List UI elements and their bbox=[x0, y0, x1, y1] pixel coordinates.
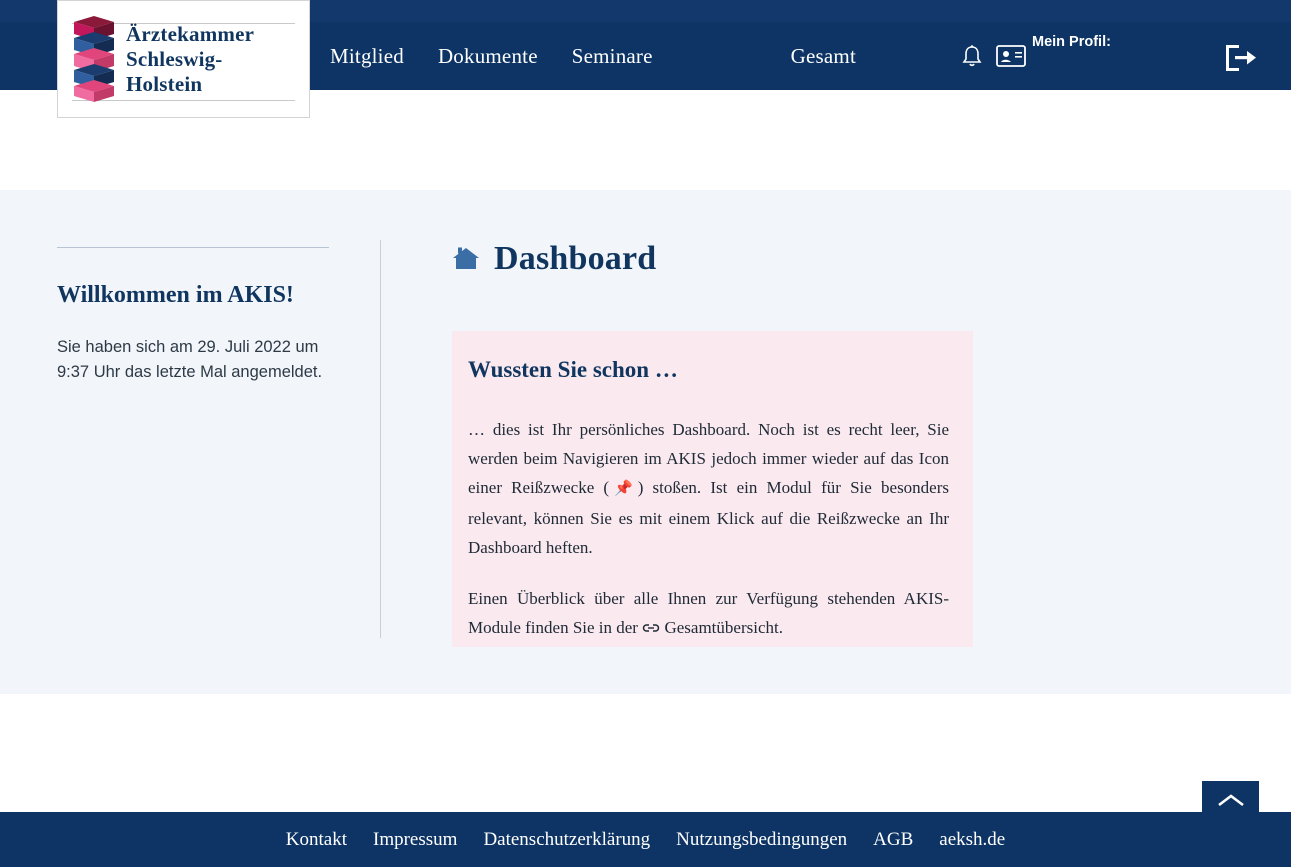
footer-impressum[interactable]: Impressum bbox=[373, 828, 458, 850]
logo-line-2: Schleswig-Holstein bbox=[126, 46, 223, 96]
id-card-icon[interactable] bbox=[996, 44, 1026, 68]
info-card bbox=[452, 331, 973, 647]
last-login-text: Sie haben sich am 29. Juli 2022 um 9:37 Uhr das letzte Mal angemeldet. bbox=[57, 338, 323, 381]
profile-label: Mein Profil: bbox=[1032, 34, 1111, 50]
link-icon bbox=[642, 615, 660, 629]
gesamtuebersicht-link[interactable]: Gesamtübersicht bbox=[664, 618, 779, 637]
card-paragraph-2-part-b: . bbox=[778, 618, 783, 637]
home-icon bbox=[452, 246, 480, 272]
logout-icon[interactable] bbox=[1222, 41, 1258, 75]
card-paragraph-2-part-a: Einen Überblick über alle Ihnen zur Verfügung stehenden AKIS-Module finden Sie in der bbox=[468, 589, 949, 637]
stacked-chevrons-logo-icon bbox=[72, 16, 116, 102]
footer-agb[interactable]: AGB bbox=[873, 828, 914, 850]
nav-dokumente[interactable]: Dokumente bbox=[437, 43, 538, 68]
sidebar-divider bbox=[57, 247, 329, 248]
card-paragraph-2 bbox=[468, 584, 949, 642]
card-paragraph-1-part-b: ) stoßen. Ist ein Modul für Sie besonders relevant, können Sie es mit einem Klick auf die Reißzwecke an Ihr Dashboard heften. bbox=[468, 478, 950, 557]
card-paragraph-1-part-a: … dies ist Ihr persönliches Dashboard. Noch ist es recht leer, Sie werden beim Navigieren im AKIS jedoch immer wieder auf das Icon einer Reißzwecke ( bbox=[468, 420, 949, 497]
nav-gesamt[interactable]: Gesamt bbox=[790, 43, 856, 68]
footer bbox=[0, 812, 1291, 867]
footer-aeksh[interactable]: aeksh.de bbox=[939, 828, 1006, 850]
nav-seminare[interactable]: Seminare bbox=[571, 43, 653, 68]
footer-datenschutz[interactable]: Datenschutzerklärung bbox=[483, 828, 651, 850]
page-title-text: Dashboard bbox=[494, 240, 657, 277]
footer-nutzungsbedingungen[interactable]: Nutzungsbedingungen bbox=[676, 828, 848, 850]
notification-bell-icon[interactable] bbox=[960, 44, 984, 70]
nav-mitglied[interactable]: Mitglied bbox=[330, 43, 404, 68]
main-navigation bbox=[330, 22, 856, 90]
pin-icon: 📌 bbox=[609, 481, 638, 497]
bottom-white-area bbox=[0, 694, 1291, 812]
page-title bbox=[452, 240, 656, 278]
welcome-title: Willkommen im AKIS! bbox=[57, 282, 294, 308]
card-title: Wussten Sie schon … bbox=[468, 357, 678, 382]
card-paragraph-1 bbox=[468, 415, 949, 562]
sidebar bbox=[57, 247, 329, 385]
content-area bbox=[0, 190, 1291, 694]
logo[interactable] bbox=[57, 0, 310, 118]
vertical-divider bbox=[380, 240, 381, 638]
logo-line-1: Ärztekammer bbox=[126, 21, 255, 46]
footer-kontakt[interactable]: Kontakt bbox=[285, 828, 347, 850]
